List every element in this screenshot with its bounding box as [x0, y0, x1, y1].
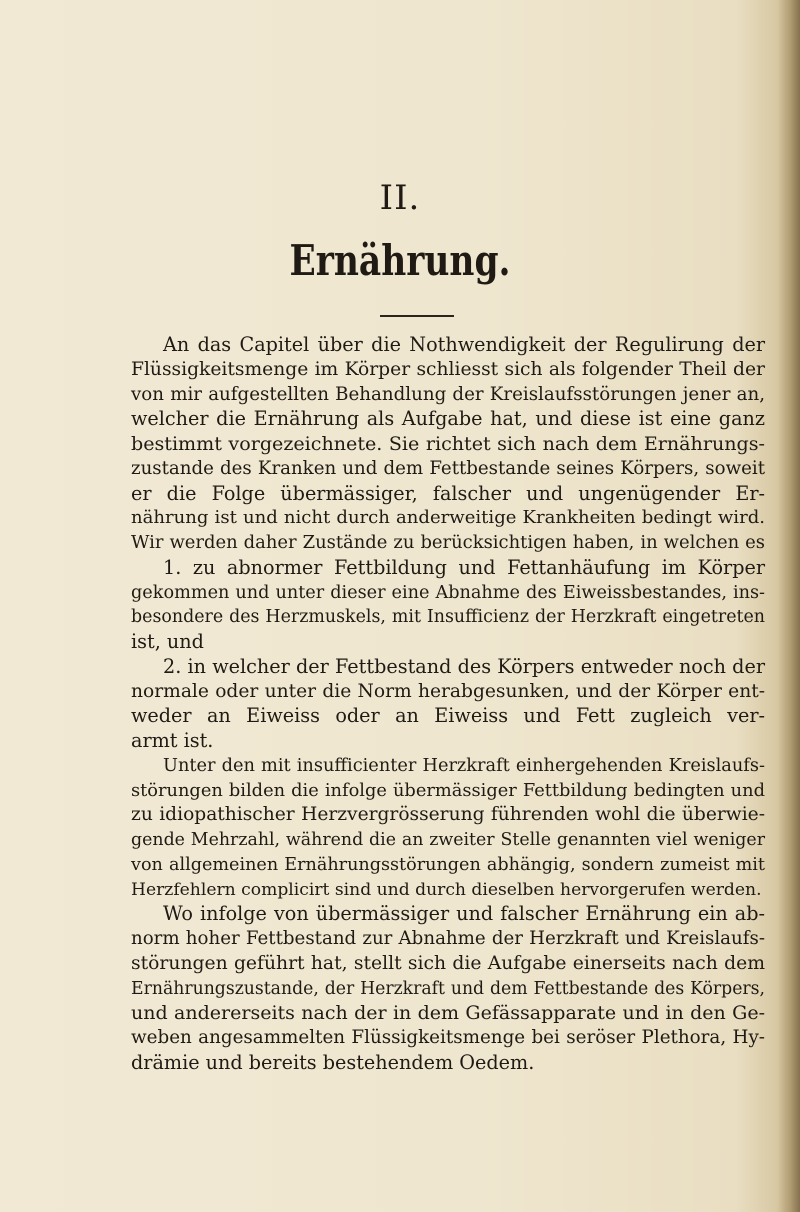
text-line: Unter den mit insufficienter Herzkraft einhergehenden Kreislaufs-: [163, 755, 765, 776]
text-line: störungen bilden die infolge übermässiger Fettbildung bedingten und: [131, 779, 765, 801]
text-line: von allgemeinen Ernährungsstörungen abhängig, sondern zumeist mit: [131, 854, 765, 875]
text-line: weben angesammelten Flüssigkeitsmenge bei seröser Plethora, Hy-: [131, 1027, 765, 1048]
text-line: und andererseits nach der in dem Gefässapparate und in den Ge-: [131, 1002, 765, 1025]
text-line: weder an Eiweiss oder an Eiweiss und Fett zugleich ver-: [131, 704, 765, 728]
text-line: normale oder unter die Norm herabgesunken, und der Körper ent-: [131, 680, 765, 702]
text-line: An das Capitel über die Nothwendigkeit der Regulirung der: [163, 333, 765, 356]
text-line: Ernährungszustande, der Herzkraft und dem Fettbestande des Körpers,: [131, 978, 765, 999]
text-line: drämie und bereits bestehendem Oedem.: [131, 1050, 535, 1074]
text-line: 1. zu abnormer Fettbildung und Fettanhäufung im Körper: [163, 555, 765, 579]
text-line: bestimmt vorgezeichnete. Sie richtet sich nach dem Ernährungs-: [131, 432, 765, 455]
text-line: ist, und: [131, 630, 204, 653]
text-line: besondere des Herzmuskels, mit Insufficienz der Herzkraft eingetreten: [131, 607, 765, 628]
title-divider: [380, 315, 454, 317]
text-line: welcher die Ernährung als Aufgabe hat, und diese ist eine ganz: [131, 407, 765, 431]
text-line: Herzfehlern complicirt sind und durch dieselben hervorgerufen werden.: [131, 879, 762, 900]
text-line: Flüssigkeitsmenge im Körper schliesst sich als folgender Theil der: [131, 358, 765, 380]
text-line: Wir werden daher Zustände zu berücksichtigen haben, in welchen es: [131, 532, 765, 553]
chapter-number: II.: [379, 178, 421, 218]
text-line: von mir aufgestellten Behandlung der Kreislaufsstörungen jener an,: [131, 383, 765, 405]
text-line: gende Mehrzahl, während die an zweiter Stelle genannten viel weniger: [131, 830, 765, 850]
text-line: 2. in welcher der Fettbestand des Körpers entweder noch der: [163, 654, 765, 678]
text-line: norm hoher Fettbestand zur Abnahme der Herzkraft und Kreislaufs-: [131, 928, 765, 949]
text-line: nährung ist und nicht durch anderweitige Krankheiten bedingt wird.: [131, 507, 765, 529]
body-text: [131, 333, 765, 1076]
chapter-title: Ernährung.: [289, 236, 511, 285]
text-line: er die Folge übermässiger, falscher und ungenügender Er-: [131, 481, 765, 505]
text-line: armt ist.: [131, 729, 214, 752]
text-line: zustande des Kranken und dem Fettbestande seines Körpers, soweit: [131, 457, 765, 479]
text-line: störungen geführt hat, stellt sich die Aufgabe einerseits nach dem: [131, 952, 765, 974]
text-line: Wo infolge von übermässiger und falscher Ernährung ein ab-: [163, 902, 765, 926]
text-line: gekommen und unter dieser eine Abnahme des Eiweissbestandes, ins-: [131, 582, 765, 603]
text-line: zu idiopathischer Herzvergrösserung führenden wohl die überwie-: [131, 804, 765, 826]
